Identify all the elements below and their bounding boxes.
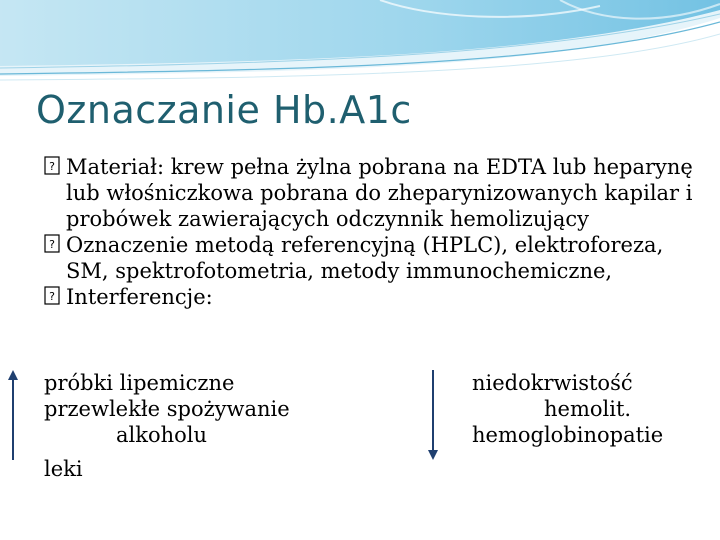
- bullet-list: [44, 154, 704, 310]
- box-bullet-icon: [44, 286, 62, 306]
- bullet-text-interference: Interferencje:: [66, 285, 213, 309]
- header-wave-decoration: [0, 0, 720, 90]
- slide-title: Oznaczanie Hb.A1c: [36, 88, 412, 132]
- factor-hemoglobinopathy: hemoglobinopatie: [472, 423, 664, 447]
- bullet-interference: [44, 284, 704, 310]
- factor-alcohol: przewlekłe spożywanie: [44, 397, 290, 421]
- svg-text:?: ?: [49, 238, 55, 251]
- factor-anemia: niedokrwistość: [472, 371, 633, 395]
- svg-text:?: ?: [49, 160, 55, 173]
- bullet-material: [44, 154, 704, 232]
- arrow-up-icon: [6, 370, 20, 462]
- bullet-text-material: Materiał: krew pełna żylna pobrana na EDTA lub heparynę lub włośniczkowa pobrana do zheparynizowanych kapilar i probówek zawierających odczynnik hemolizujący: [66, 155, 693, 231]
- decreasing-factors-list: [472, 370, 692, 448]
- bullet-text-method: Oznaczenie metodą referencyjną (HPLC), elektroforeza, SM, spektrofotometria, metody immunochemiczne,: [66, 233, 664, 283]
- factor-lipemic: próbki lipemiczne: [44, 371, 235, 395]
- bullet-method: [44, 232, 704, 284]
- box-bullet-icon: [44, 156, 62, 176]
- arrow-down-icon: [426, 368, 440, 460]
- factor-hemolysis: hemolit.: [544, 397, 632, 421]
- box-bullet-icon: [44, 234, 62, 254]
- factor-alcohol-cont: alkoholu: [116, 423, 208, 447]
- svg-text:?: ?: [49, 290, 55, 303]
- increasing-factors-list: [44, 370, 364, 482]
- factor-drugs: leki: [44, 457, 83, 481]
